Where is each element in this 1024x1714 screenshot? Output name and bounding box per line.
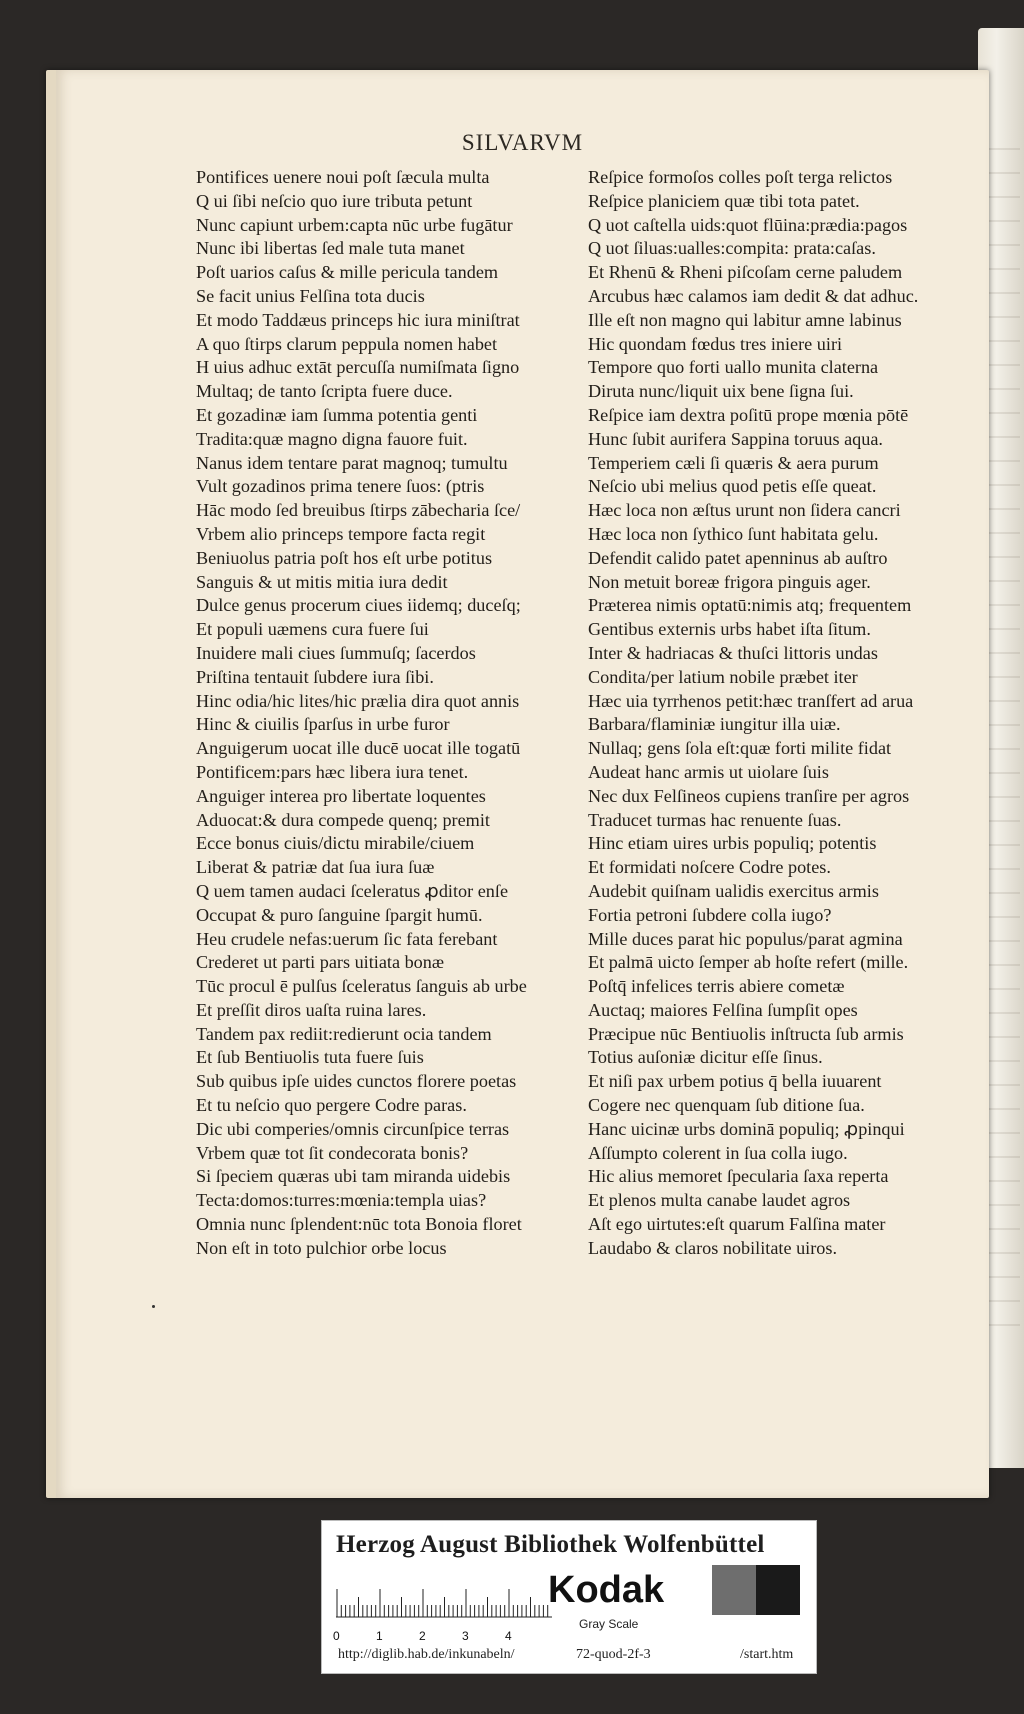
verse-line: Dulce genus procerum ciues iidemq; duceſq; — [196, 595, 521, 616]
verse-line: Ille eſt non magno qui labitur amne labinus — [588, 309, 902, 330]
library-label-title: Herzog August Bibliothek Wolfenbüttel — [336, 1531, 765, 1558]
verse-line: Et modo Taddæus princeps hic iura miniſtrat — [196, 309, 520, 330]
verse-line: Hāc modo ſed breuibus ſtirps zābecharia ſce/ — [196, 500, 521, 521]
verse-line: Si ſpeciem quæras ubi tam miranda uidebis — [196, 1166, 511, 1187]
verse-line: Gentibus externis urbs habet iſta ſitum. — [588, 619, 871, 640]
verse-line: Nanus idem tentare parat magnoq; tumultu — [196, 452, 508, 473]
verse-line: A quo ſtirps clarum peppula nomen habet — [196, 333, 498, 354]
verse-line: Liberat & patriæ dat ſua iura ſuæ — [196, 857, 435, 878]
verse-line: Poſtq̄ infelices terris abiere cometæ — [588, 976, 845, 997]
verse-line: Se facit unius Felſina tota ducis — [196, 285, 425, 306]
verse-line: Hæc uia tyrrhenos petit:hæc tranſfert ad arua — [588, 690, 914, 711]
verse-line: Vrbem quæ tot ſit condecorata bonis? — [196, 1142, 469, 1163]
verse-line: Ecce bonus ciuis/dictu mirabile/ciuem — [196, 833, 475, 854]
verse-line: Nec dux Felſineos cupiens tranſire per agros — [588, 785, 910, 806]
ruler-number-4: 4 — [505, 1629, 512, 1643]
verse-line: Nunc capiunt urbem:capta nūc urbe fugātur — [196, 214, 513, 235]
verse-line: Auctaq; maiores Felſina ſumpſit opes — [588, 999, 858, 1020]
right-text-column — [588, 166, 978, 1261]
running-head: SILVARVM — [461, 130, 584, 155]
verse-line: Præterea nimis optatū:nimis atq; frequentem — [588, 595, 912, 616]
verse-line: Hæc loca non ſythico ſunt habitata gelu. — [588, 523, 879, 544]
verse-line: Diruta nunc/liquit uix bene ſigna ſui. — [588, 381, 854, 402]
verse-line: Tradita:quæ magno digna fauore fuit. — [196, 428, 468, 449]
ink-speck — [152, 1305, 155, 1308]
verse-line: Nunc ibi libertas ſed male tuta manet — [196, 238, 465, 259]
verse-line: Hinc odia/hic lites/hic prælia dira quot annis — [196, 690, 520, 711]
verse-line: Tecta:domos:turres:mœnia:templa uias? — [196, 1190, 487, 1211]
verse-line: Laudabo & claros nobilitate uiros. — [588, 1237, 838, 1258]
verse-line: Q ui ſibi neſcio quo iure tributa petunt — [196, 190, 473, 211]
verse-line: Sub quibus ipſe uides cunctos florere poetas — [196, 1071, 517, 1092]
verse-line: Crederet ut parti pars uitiata bonæ — [196, 952, 444, 973]
verse-line: Et palmā uicto ſemper ab hoſte refert (mille. — [588, 952, 909, 973]
verse-line: Pontifices uenere noui poſt ſæcula multa — [196, 167, 490, 187]
kodak-logo: Kodak — [548, 1569, 665, 1611]
verse-line: Aſt ego uirtutes:eſt quarum Falſina mater — [588, 1214, 886, 1235]
verse-line: Aſſumpto colerent in ſua colla iugo. — [588, 1142, 848, 1163]
verse-line: Q uot ſiluas:ualles:compita: prata:caſas. — [588, 238, 876, 259]
verse-line: Tūc procul ē pulſus ſceleratus ſanguis ab urbe — [196, 976, 527, 997]
ruler-number-3: 3 — [462, 1629, 469, 1643]
verse-line: Tandem pax rediit:redierunt ocia tandem — [196, 1023, 492, 1044]
verse-line: Traducet turmas hac renuente ſuas. — [588, 809, 842, 830]
verse-line: Totius auſoniæ dicitur eſſe ſinus. — [588, 1047, 823, 1068]
verse-line: Q uot caſtella uids:quot flūina:prædia:pagos — [588, 214, 908, 235]
verse-line: Non eſt in toto pulchior orbe locus — [196, 1237, 447, 1258]
verse-line: Hanc uicinæ urbs dominā populiq; ꝓpinqui — [588, 1118, 905, 1139]
verse-line: Inter & hadriacas & thuſci littoris undas — [588, 642, 878, 663]
verse-line: Præcipue nūc Bentiuolis inſtructa ſub armis — [588, 1023, 904, 1044]
verse-line: Hunc ſubit aurifera Sappina toruus aqua. — [588, 428, 883, 449]
verse-line: Et formidati noſcere Codre potes. — [588, 857, 831, 878]
verse-line: Barbara/flaminiæ iungitur illa uiæ. — [588, 714, 841, 735]
verse-line: Et plenos multa canabe laudet agros — [588, 1190, 851, 1211]
verse-line: Mille duces parat hic populus/parat agmina — [588, 928, 903, 949]
verse-line: Heu crudele nefas:uerum ſic fata ferebant — [196, 928, 498, 949]
verse-line: Et ſub Bentiuolis tuta fuere ſuis — [196, 1047, 424, 1068]
verse-line: Nullaq; gens ſola eſt:quæ forti milite fidat — [588, 738, 892, 759]
measurement-ruler — [336, 1573, 556, 1619]
verse-line: Sanguis & ut mitis mitia iura dedit — [196, 571, 448, 592]
verse-line: Arcubus hæc calamos iam dedit & dat adhuc. — [588, 285, 919, 306]
verse-line: Temperiem cæli ſi quæris & aera purum — [588, 452, 879, 473]
gray-scale-caption: Gray Scale — [579, 1617, 639, 1631]
verse-line: Inuidere mali ciues ſummuſq; ſacerdos — [196, 642, 476, 663]
verse-line: Q uem tamen audaci ſceleratus ꝓditor enſe — [196, 880, 509, 901]
verse-line: Hæc loca non æſtus urunt non ſidera cancri — [588, 500, 901, 521]
gray-swatch-dark — [756, 1565, 800, 1615]
verse-line: Multaq; de tanto ſcripta fuere duce. — [196, 381, 453, 402]
verse-line: Et tu neſcio quo pergere Codre paras. — [196, 1095, 467, 1116]
verse-line: Reſpice planiciem quæ tibi tota patet. — [588, 190, 860, 211]
verse-line: Non metuit boreæ frigora pinguis ager. — [588, 571, 871, 592]
verse-line: Neſcio ubi melius quod petis eſſe queat. — [588, 476, 877, 497]
verse-line: Tempore quo forti uallo munita claterna — [588, 357, 879, 378]
ruler-number-1: 1 — [376, 1629, 383, 1643]
verse-line: H uius adhuc extāt percuſſa numiſmata ſigno — [196, 357, 520, 378]
left-text-column — [196, 166, 576, 1261]
start-link: /start.htm — [740, 1647, 794, 1662]
verse-line: Reſpice formoſos colles poſt terga relictos — [588, 167, 893, 187]
verse-line: Et preſſit diros uaſta ruina lares. — [196, 999, 427, 1020]
verse-line: Audebit quiſnam ualidis exercitus armis — [588, 880, 879, 901]
verse-line: Anguiger interea pro libertate loquentes — [196, 785, 486, 806]
verse-line: Omnia nunc ſplendent:nūc tota Bonoia floret — [196, 1214, 522, 1235]
verse-line: Et populi uæmens cura fuere ſui — [196, 619, 429, 640]
verse-line: Hinc & ciuilis ſparſus in urbe furor — [196, 714, 450, 735]
verse-line: Hic quondam fœdus tres iniere uiri — [588, 333, 843, 354]
gray-swatch-mid — [712, 1565, 756, 1615]
verse-line: Audeat hanc armis ut uiolare ſuis — [588, 761, 829, 782]
book-page — [46, 70, 989, 1498]
ruler-number-0: 0 — [333, 1629, 340, 1643]
verse-line: Pontificem:pars hæc libera iura tenet. — [196, 761, 469, 782]
verse-line: Defendit calido patet apenninus ab auſtro — [588, 547, 888, 568]
verse-line: Dic ubi comperies/omnis circunſpice terras — [196, 1118, 510, 1139]
verse-line: Et gozadinæ iam ſumma potentia genti — [196, 404, 478, 425]
verse-line: Fortia petroni ſubdere colla iugo? — [588, 904, 832, 925]
verse-line: Hinc etiam uires urbis populiq; potentis — [588, 833, 877, 854]
ruler-number-2: 2 — [419, 1629, 426, 1643]
verse-line: Et Rhenū & Rheni piſcoſam cerne paludem — [588, 262, 903, 283]
verse-line: Condita/per latium nobile præbet iter — [588, 666, 858, 687]
verse-line: Hic alius memoret ſpecularia ſaxa reperta — [588, 1166, 889, 1187]
verse-line: Reſpice iam dextra poſitū prope mœnia pōtē — [588, 404, 909, 425]
adjacent-page-text — [986, 148, 1020, 1348]
verse-line: Occupat & puro ſanguine ſpargit humū. — [196, 904, 483, 925]
verse-line: Priſtina tentauit ſubdere iura ſibi. — [196, 666, 434, 687]
verse-line: Vult gozadinos prima tenere ſuos: (ptris — [196, 476, 485, 497]
verse-line: Poſt uarios caſus & mille pericula tandem — [196, 262, 499, 283]
verse-line: Aduocat:& dura compede quenq; premit — [196, 809, 490, 830]
shelfmark: 72-quod-2f-3 — [576, 1647, 651, 1662]
verse-line: Beniuolus patria poſt hos eſt urbe potitus — [196, 547, 493, 568]
verse-line: Et niſi pax urbem potius q̄ bella iuuarent — [588, 1071, 882, 1092]
library-label-card — [321, 1520, 817, 1674]
verse-line: Vrbem alio princeps tempore facta regit — [196, 523, 486, 544]
verse-line: Anguigerum uocat ille ducē uocat ille togatū — [196, 738, 521, 759]
ruler-ticks — [336, 1573, 556, 1619]
verse-line: Cogere nec quenquam ſub ditione ſua. — [588, 1095, 865, 1116]
library-url: http://diglib.hab.de/inkunabeln/ — [338, 1647, 515, 1662]
